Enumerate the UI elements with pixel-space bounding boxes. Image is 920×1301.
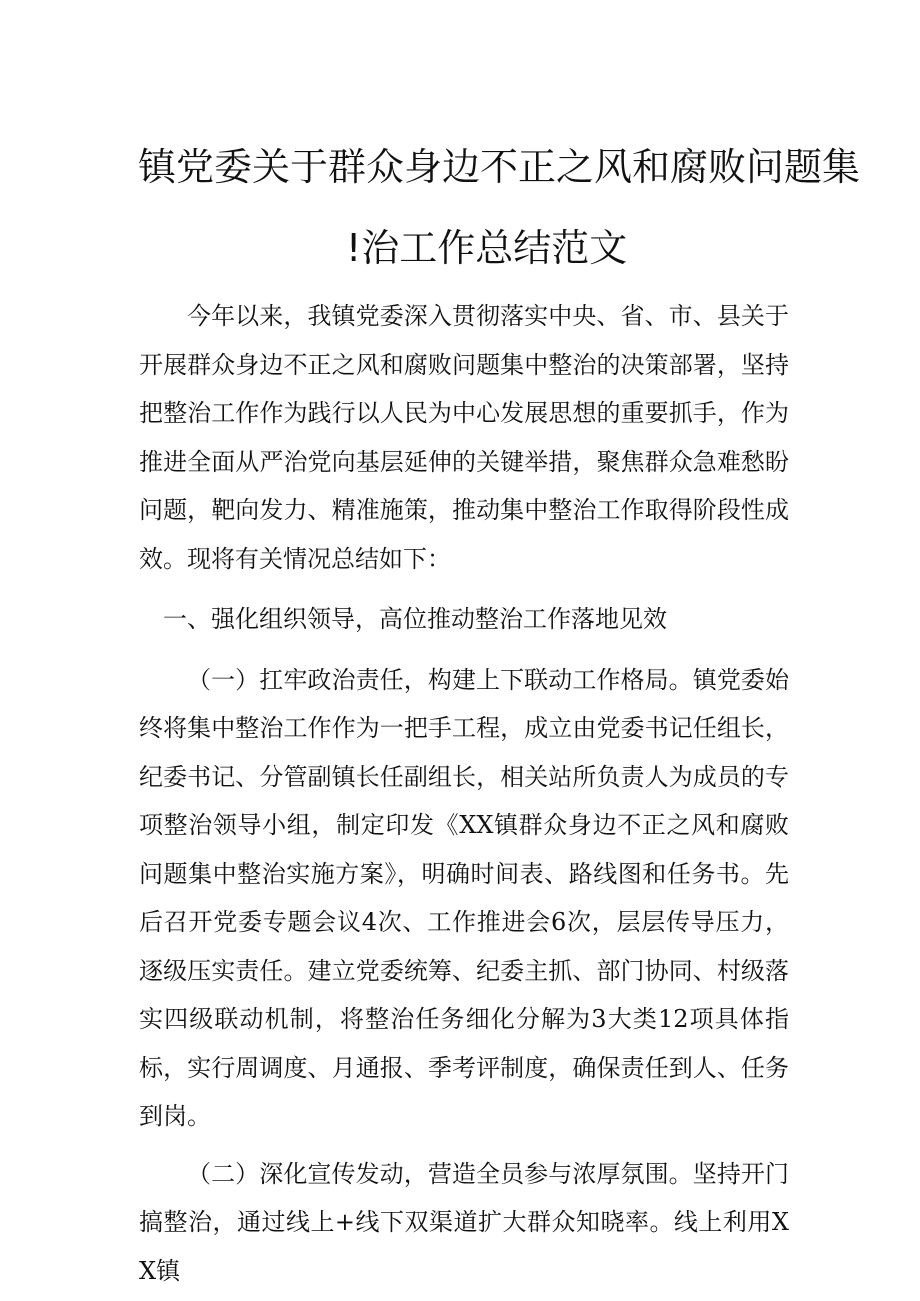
- subsection-paragraph-2: （二）深化宣传发动，营造全员参与浓厚氛围。坚持开门搞整治，通过线上+线下双渠道扩大群众知晓率。线上利用XX镇: [139, 1159, 789, 1285]
- section-heading-1: 一、强化组织领导，高位推动整治工作落地见效: [163, 605, 667, 633]
- document-title-line-1: 镇党委关于群众身边不正之风和腐败问题集: [138, 145, 861, 189]
- document-body: [139, 292, 789, 1295]
- document-title-line-2: !治工作总结范文: [346, 226, 628, 270]
- intro-paragraph: 今年以来，我镇党委深入贯彻落实中央、省、市、县关于开展群众身边不正之风和腐败问题集中整治的决策部署，坚持把整治工作作为践行以人民为中心发展思想的重要抓手，作为推进全面从严治党向基层延伸的关键举措，聚焦群众急难愁盼问题，靶向发力、精准施策，推动集中整治工作取得阶段性成效。现将有关情况总结如下：: [139, 302, 789, 573]
- subsection-paragraph-1: （一）扛牢政治责任，构建上下联动工作格局。镇党委始终将集中整治工作作为一把手工程，成立由党委书记任组长，纪委书记、分管副镇长任副组长，相关站所负责人为成员的专项整治领导小组，制定印发《XX镇群众身边不正之风和腐败问题集中整治实施方案》，明确时间表、路线图和任务书。先后召开党委专题会议4次、工作推进会6次，层层传导压力，逐级压实责任。建立党委统筹、纪委主抓、部门协同、村级落实四级联动机制，将整治任务细化分解为3大类12项具体指标，实行周调度、月通报、季考评制度，确保责任到人、任务到岗。: [139, 665, 789, 1130]
